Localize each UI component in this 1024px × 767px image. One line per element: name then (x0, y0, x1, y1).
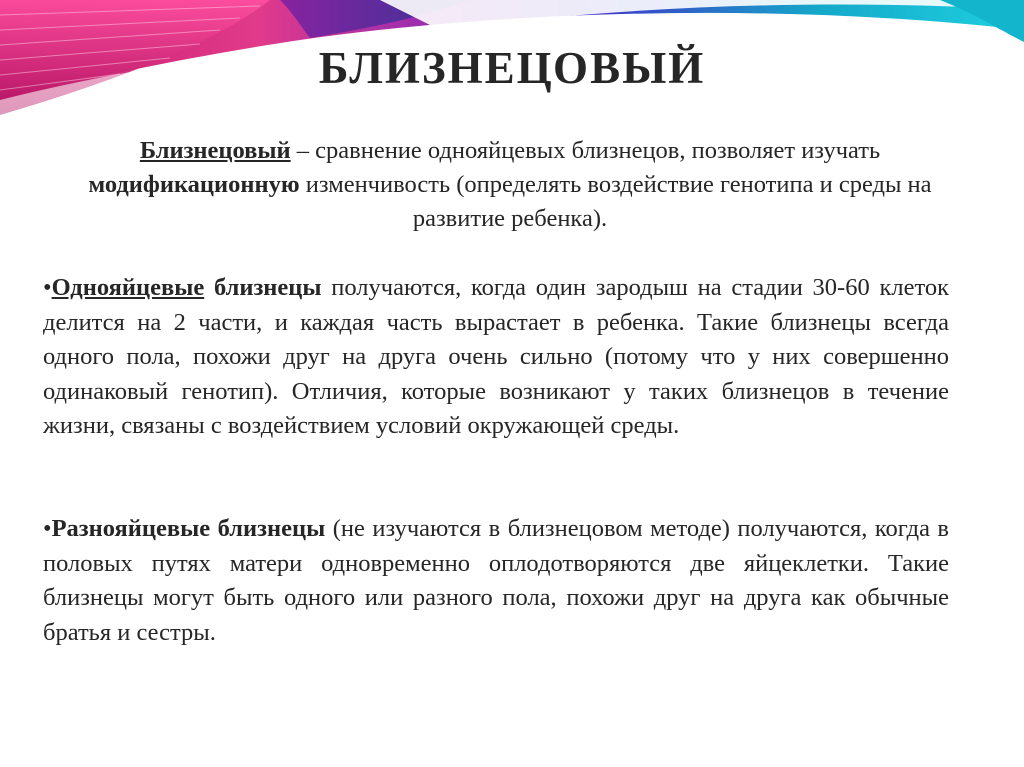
slide-title: БЛИЗНЕЦОВЫЙ (318, 43, 706, 93)
intro-mod-word: модификационную (88, 171, 300, 198)
intro-dash-text: – сравнение однояйцевых близнецов, позволяет изучать (290, 137, 881, 164)
intro-rest: изменчивость (определять воздействие генотипа и среды на развитие ребенка). (299, 171, 932, 232)
bullet-marker: • (43, 515, 52, 542)
bullet-term-rest: близнецы (204, 274, 322, 301)
bullet-term: Разнояйцевые близнецы (51, 515, 326, 542)
bullet-marker: • (43, 274, 52, 301)
bullet-term-underlined: Однояйцевые (51, 274, 205, 301)
intro-term: Близнецовый (139, 137, 291, 164)
bullet-text: (не изучаются в близнецовом методе) получаются, когда в половых путях матери одновременно оплодотворяются две яйцеклетки. Такие близнецы могут быть одного или разного пола, похожи друг на друга как обычные братья и сестры. (43, 515, 950, 646)
bullet-text: получаются, когда один зародыш на стадии 30-60 клеток делится на 2 части, и каждая часть вырастает в ребенка. Такие близнецы всегда одного пола, похожи друг на друга очень сильно (потому что у них совершенно одинаковый генотип). Отличия, которые возникают у таких близнецов в течение жизни, связаны с воздействием условий окружающей среды. (43, 274, 949, 439)
bullet-paragraph-identical (43, 271, 949, 444)
bullet-paragraph-fraternal (43, 512, 949, 650)
intro-paragraph (60, 134, 960, 236)
